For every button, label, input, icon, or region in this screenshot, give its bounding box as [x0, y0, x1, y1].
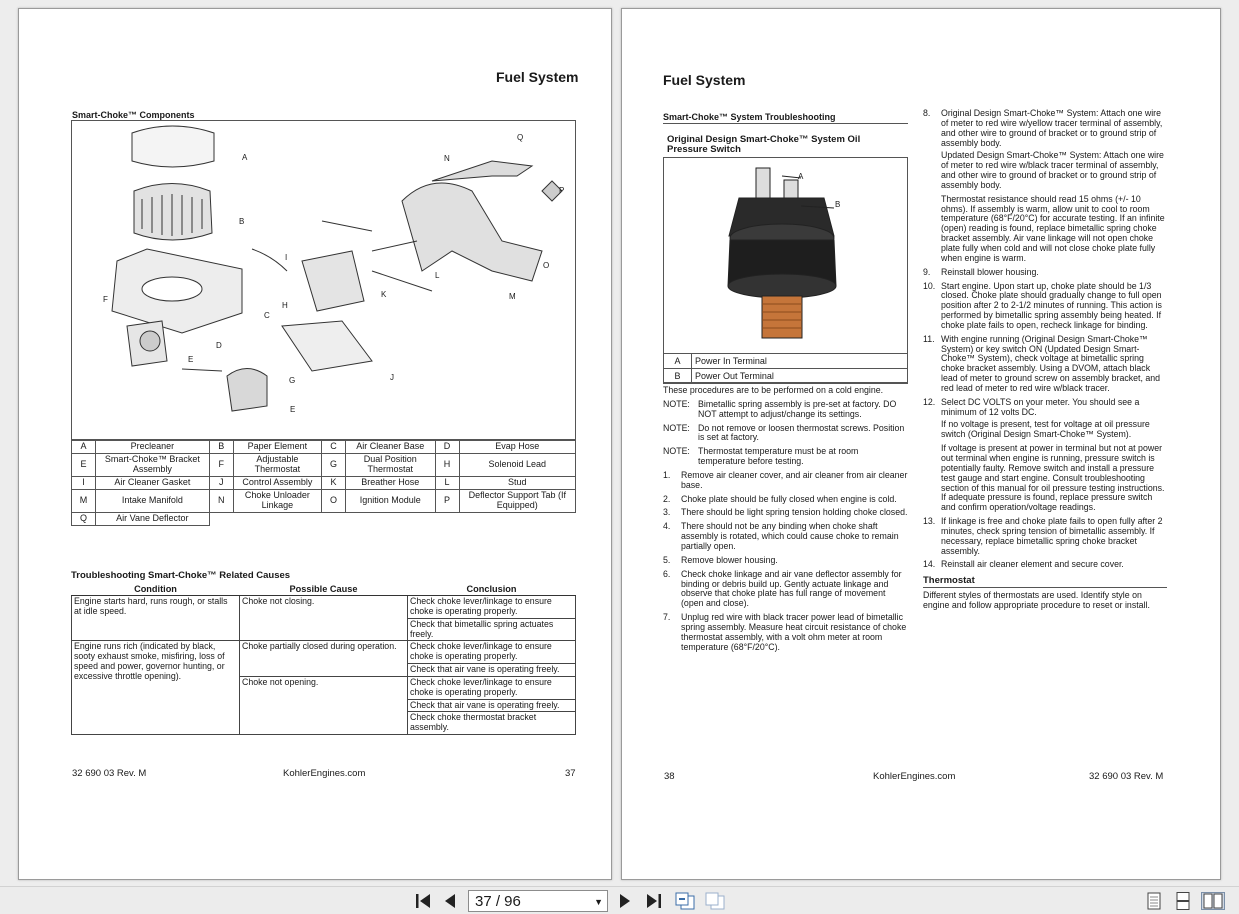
- legend-letter: O: [322, 489, 346, 512]
- legend-empty: [209, 512, 575, 525]
- legend-letter: B: [664, 369, 692, 384]
- two-page-view-icon[interactable]: [1201, 892, 1225, 910]
- callout-e: E: [188, 355, 194, 364]
- step-paragraph: If voltage is present at power in terminal but not at power out terminal when engine is running, pressure switch is potentially faulty. Remove switch and install a pressure test gauge and start engine. Consult troubleshooting section of this manual for oil pressure testing instructions. If adequate pressure is found, replace pressure switch and confirm operation/voltage readings.: [941, 443, 1165, 513]
- callout-c: C: [264, 311, 270, 320]
- legend-label: Intake Manifold: [96, 489, 210, 512]
- cause-cell: Choke not closing.: [240, 596, 408, 641]
- conclusion-cell: Check that bimetallic spring actuates freely.: [408, 618, 576, 641]
- legend-letter: I: [72, 476, 96, 489]
- procedure-column-2: [923, 109, 1167, 611]
- legend-label: Stud: [459, 476, 575, 489]
- col-condition: Condition: [72, 583, 240, 596]
- note: [663, 400, 908, 420]
- step-number: 14.: [923, 559, 936, 570]
- step-number: 2.: [663, 493, 671, 504]
- next-page-icon[interactable]: [615, 892, 635, 910]
- page-title: Fuel System: [663, 72, 746, 88]
- step: [663, 613, 908, 652]
- step-text: Start engine. Upon start up, choke plate should be 1/3 closed. Choke plate should gradually change to full open position after 2 to 2-1/2 minutes of running. This action is performed by bimetallic spring assembly being heated. If choke plate fails to open, recheck linkage for binding.: [941, 280, 1162, 330]
- legend-row: [72, 454, 576, 477]
- step-paragraph: Updated Design Smart-Choke™ System: Attach one wire of meter to red wire w/black tracer terminal of assembly, and other wire to ground of bracket or to ground strip of assembly body.: [941, 150, 1164, 190]
- col-conclusion: Conclusion: [408, 583, 576, 596]
- troubleshooting-heading: Smart-Choke™ System Troubleshooting: [663, 112, 908, 124]
- col-cause: Possible Cause: [240, 583, 408, 596]
- step-text: Choke plate should be fully closed when engine is cold.: [681, 493, 897, 504]
- callout-o: O: [543, 261, 550, 270]
- legend-letter: L: [435, 476, 459, 489]
- step-number: 4.: [663, 521, 671, 532]
- table-row: [72, 596, 576, 619]
- step-text: Check choke linkage and air vane deflector assembly for binding or debris build up. Gently actuate linkage and observe that choke plate has full range of movement (open and close).: [681, 568, 902, 609]
- exploded-view-figure: [71, 120, 576, 440]
- conclusion-cell: Check choke lever/linkage to ensure choke is operating properly.: [408, 596, 576, 619]
- note: [663, 447, 908, 467]
- callout-e-2: E: [290, 405, 296, 414]
- step-text: Select DC VOLTS on your meter. You should see a minimum of 12 volts DC.: [941, 396, 1140, 417]
- step-number: 5.: [663, 554, 671, 565]
- page-title: Fuel System: [496, 69, 579, 85]
- step-paragraph: If no voltage is present, test for voltage at oil pressure switch (Original Design Smart-Choke™ System).: [941, 419, 1150, 440]
- switch-callout-b: B: [835, 200, 841, 209]
- legend-label: Deflector Support Tab (If Equipped): [459, 489, 575, 512]
- legend-label: Dual Position Thermostat: [346, 454, 436, 477]
- legend-label: Paper Element: [233, 441, 321, 454]
- step-text: If linkage is free and choke plate fails to open fully after 2 minutes, check spring tension of bimetallic assembly. If necessary, replace bimetallic spring choke bracket assembly.: [941, 516, 1163, 556]
- previous-page-icon[interactable]: [440, 892, 460, 910]
- legend-label: Evap Hose: [459, 441, 575, 454]
- legend-letter: N: [209, 489, 233, 512]
- viewer-toolbar: [0, 886, 1239, 914]
- page-38: [621, 8, 1221, 880]
- step: [923, 335, 1167, 394]
- legend-label: Air Vane Deflector: [96, 512, 210, 525]
- trouble-header-row: [72, 583, 576, 596]
- step-text: With engine running (Original Design Smart-Choke™ System) or key switch ON (Updated Design Smart-Choke™ System), check voltage at bimetallic spring choke bracket assembly. Using a DVOM, attach black lead of meter to ground screw on assembly bracket, and red lead of meter to red wire w/black tracer.: [941, 333, 1161, 393]
- note-text: Thermostat temperature must be at room temperature before testing.: [698, 446, 859, 467]
- page-37: [18, 8, 612, 880]
- cause-cell: Choke partially closed during operation.: [240, 641, 408, 677]
- step-number: 11.: [923, 333, 935, 344]
- note-label: NOTE:: [663, 398, 690, 409]
- step-number: 9.: [923, 266, 931, 277]
- footer-website: KohlerEngines.com: [873, 771, 956, 782]
- step-text: There should be light spring tension holding choke closed.: [681, 507, 908, 518]
- legend-label: Power Out Terminal: [692, 369, 908, 384]
- step: [923, 398, 1167, 418]
- step-text: Reinstall air cleaner element and secure cover.: [941, 559, 1124, 570]
- callout-h: H: [282, 301, 288, 310]
- legend-letter: A: [72, 441, 96, 454]
- cause-cell: Choke not opening.: [240, 676, 408, 734]
- legend-label: Adjustable Thermostat: [233, 454, 321, 477]
- switch-legend-table: [663, 353, 908, 384]
- step: [663, 471, 908, 491]
- conclusion-cell: Check choke lever/linkage to ensure choke is operating properly.: [408, 641, 576, 664]
- callout-l: L: [435, 271, 440, 280]
- step-text: Remove blower housing.: [681, 554, 778, 565]
- step: [923, 282, 1167, 331]
- legend-letter: P: [435, 489, 459, 512]
- go-forward-icon[interactable]: [703, 892, 727, 910]
- callout-k: K: [381, 290, 387, 299]
- legend-label: Power In Terminal: [692, 354, 908, 369]
- legend-letter: A: [664, 354, 692, 369]
- step: [663, 570, 908, 609]
- step: [923, 560, 1167, 570]
- legend-letter: G: [322, 454, 346, 477]
- page-indicator: 37 / 96: [475, 892, 521, 910]
- legend-row: [72, 476, 576, 489]
- callout-q: Q: [517, 133, 524, 142]
- step-number: 10.: [923, 280, 936, 291]
- intro-text: These procedures are to be performed on a cold engine.: [663, 385, 884, 395]
- pressure-switch-figure: [663, 157, 908, 383]
- callout-p: P: [559, 186, 565, 195]
- conclusion-cell: Check choke lever/linkage to ensure choke is operating properly.: [408, 676, 576, 699]
- footer-page-number: 38: [664, 771, 675, 782]
- procedure-column-1: [663, 386, 908, 656]
- legend-row: [72, 512, 576, 525]
- legend-label: Air Cleaner Gasket: [96, 476, 210, 489]
- callout-b: B: [239, 217, 245, 226]
- step: [663, 522, 908, 552]
- single-page-view-icon[interactable]: [1144, 892, 1164, 910]
- legend-letter: F: [209, 454, 233, 477]
- step-text: Original Design Smart-Choke™ System: Attach one wire of meter to red wire w/yellow tracer terminal of assembly, and other wire to ground of bracket or to ground strip of assembly body.: [941, 108, 1163, 148]
- conclusion-cell: Check choke thermostat bracket assembly.: [408, 712, 576, 735]
- callout-g: G: [289, 376, 296, 385]
- continuous-view-icon[interactable]: [1173, 892, 1193, 910]
- step: [923, 517, 1167, 556]
- legend-letter: H: [435, 454, 459, 477]
- legend-label: Solenoid Lead: [459, 454, 575, 477]
- thermostat-text: Different styles of thermostats are used. Identify style on engine and follow appropriate procedure to reset or install.: [923, 589, 1150, 610]
- trouble-heading: Troubleshooting Smart-Choke™ Related Causes: [71, 570, 291, 581]
- legend-letter: J: [209, 476, 233, 489]
- switch-callout-a: A: [798, 172, 804, 181]
- step-number: 8.: [923, 108, 931, 118]
- footer-website: KohlerEngines.com: [283, 768, 366, 779]
- note-text: Bimetallic spring assembly is pre-set at factory. DO NOT attempt to adjust/change its settings.: [698, 398, 897, 419]
- step-paragraph: Thermostat resistance should read 15 ohms (+/- 10 ohms). If assembly is warm, allow unit to cool to room temperature (68°F/20°C) for accurate testing. If an infinite (open) reading is found, replace bimetallic spring choke bracket assembly. Air vane linkage will not open choke plate fully when cold and will not close choke plate fully when engine is warm.: [941, 193, 1165, 263]
- step: [923, 268, 1167, 278]
- callout-j: J: [390, 373, 394, 382]
- callout-m: M: [509, 292, 516, 301]
- exploded-view-illustration: [72, 121, 575, 439]
- last-page-icon[interactable]: [643, 892, 665, 910]
- legend-letter: C: [322, 441, 346, 454]
- condition-cell: Engine starts hard, runs rough, or stalls at idle speed.: [72, 596, 240, 641]
- legend-row: [72, 489, 576, 512]
- step-text: Unplug red wire with black tracer power lead of bimetallic spring assembly. Measure heat circuit resistance of choke thermostat assembly, with a volt ohm meter at room temperature (68°F/20°C).: [681, 612, 907, 652]
- step-text: Remove air cleaner cover, and air cleaner from air cleaner base.: [681, 469, 908, 490]
- note: [663, 424, 908, 444]
- conclusion-cell: Check that air vane is operating freely.: [408, 664, 576, 677]
- first-page-icon[interactable]: [412, 892, 434, 910]
- step: [663, 495, 908, 505]
- step-number: 13.: [923, 516, 936, 527]
- step-number: 7.: [663, 612, 671, 623]
- legend-row: [664, 354, 908, 369]
- step: [663, 556, 908, 566]
- callout-f: F: [103, 295, 108, 304]
- footer-page-number: 37: [565, 768, 576, 779]
- legend-row: [664, 369, 908, 384]
- callout-d: D: [216, 341, 222, 350]
- switch-heading: Original Design Smart-Choke™ System Oil Pressure Switch: [667, 134, 861, 155]
- footer-doc-number: 32 690 03 Rev. M: [72, 768, 147, 779]
- legend-label: Choke Unloader Linkage: [233, 489, 321, 512]
- components-heading: Smart-Choke™ Components: [72, 110, 195, 120]
- legend-label: Breather Hose: [346, 476, 436, 489]
- note-text: Do not remove or loosen thermostat screws. Position is set at factory.: [698, 422, 905, 443]
- table-row: [72, 641, 576, 664]
- step: [923, 109, 1167, 148]
- step: [663, 508, 908, 518]
- go-back-icon[interactable]: [673, 892, 697, 910]
- legend-label: Ignition Module: [346, 489, 436, 512]
- footer-doc-number: 32 690 03 Rev. M: [1089, 771, 1164, 782]
- note-label: NOTE:: [663, 446, 690, 457]
- callout-i: I: [285, 253, 288, 262]
- step-number: 3.: [663, 507, 671, 518]
- thermostat-heading: Thermostat: [923, 576, 1167, 588]
- legend-label: Control Assembly: [233, 476, 321, 489]
- step-text: Reinstall blower housing.: [941, 266, 1039, 277]
- callout-n: N: [444, 154, 450, 163]
- trouble-table: [71, 583, 576, 735]
- pressure-switch-illustration: [664, 158, 907, 353]
- legend-label: Air Cleaner Base: [346, 441, 436, 454]
- legend-letter: E: [72, 454, 96, 477]
- step-number: 1.: [663, 469, 671, 480]
- legend-letter: B: [209, 441, 233, 454]
- page-dropdown-icon[interactable]: ▼: [594, 897, 603, 907]
- step-text: There should not be any binding when choke shaft assembly is rotated, which could cause choke to remain partially open.: [681, 521, 899, 551]
- conclusion-cell: Check that air vane is operating freely.: [408, 699, 576, 712]
- step-number: 6.: [663, 568, 671, 579]
- page-number-select[interactable]: [468, 890, 608, 912]
- legend-label: Precleaner: [96, 441, 210, 454]
- step-number: 12.: [923, 396, 936, 407]
- legend-letter: D: [435, 441, 459, 454]
- legend-letter: Q: [72, 512, 96, 525]
- condition-cell: Engine runs rich (indicated by black, sooty exhaust smoke, misfiring, loss of speed and power, governor hunting, or excessive throttle opening).: [72, 641, 240, 735]
- legend-row: [72, 441, 576, 454]
- legend-letter: M: [72, 489, 96, 512]
- components-legend-table: [71, 440, 576, 526]
- callout-a: A: [242, 153, 248, 162]
- note-label: NOTE:: [663, 422, 690, 433]
- legend-letter: K: [322, 476, 346, 489]
- legend-label: Smart-Choke™ Bracket Assembly: [96, 454, 210, 477]
